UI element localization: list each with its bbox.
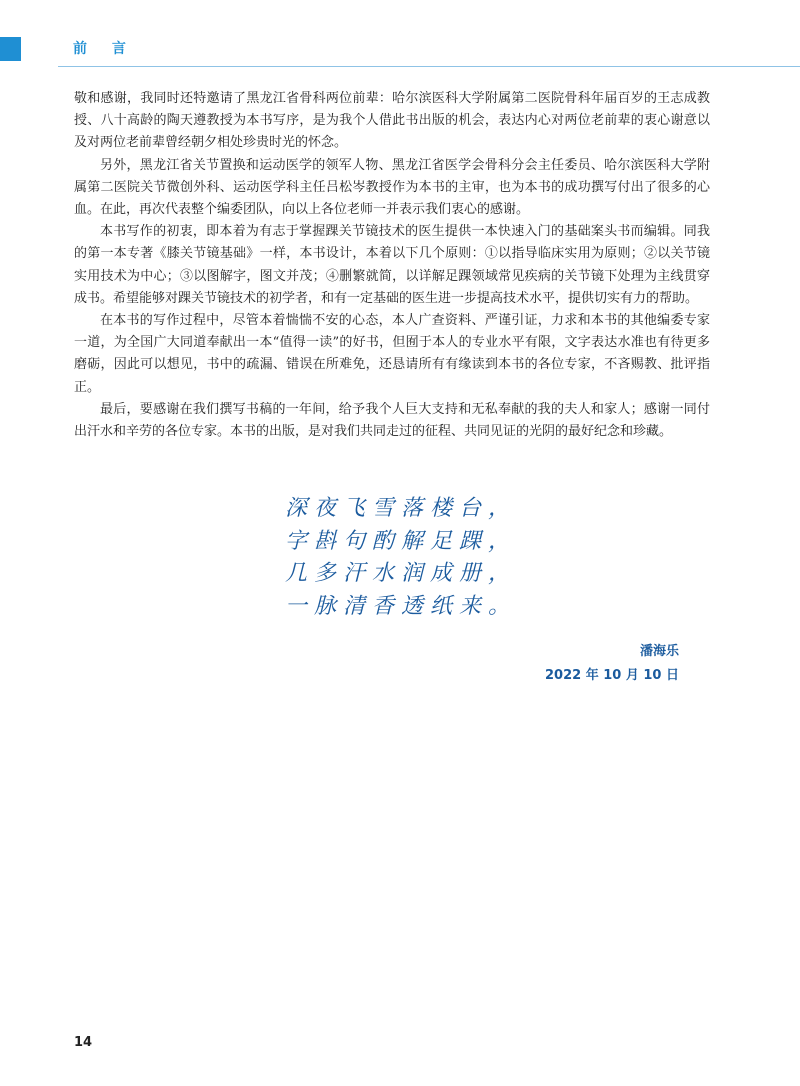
paragraph-1: 敬和感谢，我同时还特邀请了黑龙江省骨科两位前辈：哈尔滨医科大学附属第二医院骨科年届百岁的王志成教授、八十高龄的陶天遵教授为本书写序，是为我个人借此书出版的机会，表达内心对两位老前辈的衷心谢意以及对两位老前辈曾经朝夕相处珍贵时光的怀念。 (74, 91, 710, 151)
signature-author: 潘海乐 (639, 644, 679, 659)
section-title: 前 言 (73, 41, 136, 57)
signature-date: 2022 年 10 月 10 日 (545, 668, 679, 683)
poem-line-1: 深夜飞雪落楼台， (285, 496, 518, 521)
paragraph-5: 最后，要感谢在我们撰写书稿的一年间，给予我个人巨大支持和无私奉献的我的夫人和家人；感谢一同付出汗水和辛劳的各位专家。本书的出版，是对我们共同走过的征程、共同见证的光阴的最好纪念和珍藏。 (74, 401, 710, 440)
header-rule (58, 66, 800, 67)
signature-block (545, 640, 679, 688)
poem-line-3: 几多汗水润成册， (285, 561, 518, 586)
poem (285, 493, 517, 623)
poem-line-2: 字斟句酌解足踝， (285, 528, 518, 554)
body-text (74, 88, 710, 443)
paragraph-2: 另外，黑龙江省关节置换和运动医学的领军人物、黑龙江省医学会骨科分会主任委员、哈尔滨医科大学附属第二医院关节微创外科、运动医学科主任吕松岑教授作为本书的主审，也为本书的成功撰写付出了很多的心血。在此，再次代表整个编委团队，向以上各位老师一并表示我们衷心的感谢。 (74, 157, 710, 218)
poem-line-4: 一脉清香透纸来。 (285, 593, 518, 619)
page-number: 14 (74, 1035, 93, 1050)
paragraph-4: 在本书的写作过程中，尽管本着惴惴不安的心态，本人广查资料、严谨引证，力求和本书的其他编委专家一道，为全国广大同道奉献出一本“值得一读”的好书，但囿于本人的专业水平有限，文字表达水准也有待更多磨砺，因此可以想见，书中的疏漏、错误在所难免，还恳请所有有缘读到本书的各位专家，不吝赐教、批评指正。 (74, 313, 710, 395)
paragraph-3: 本书写作的初衷，即本着为有志于掌握踝关节镜技术的医生提供一本快速入门的基础案头书而编辑。同我的第一本专著《膝关节镜基础》一样，本书设计，本着以下几个原则：①以指导临床实用为原则；②以关节镜实用技术为中心；③以图解字，图文并茂；④删繁就简，以详解足踝领域常见疾病的关节镜下处理为主线贯穿成书。希望能够对踝关节镜技术的初学者，和有一定基础的医生进一步提高技术水平，提供切实有力的帮助。 (74, 224, 710, 306)
header-color-tab (0, 37, 21, 61)
